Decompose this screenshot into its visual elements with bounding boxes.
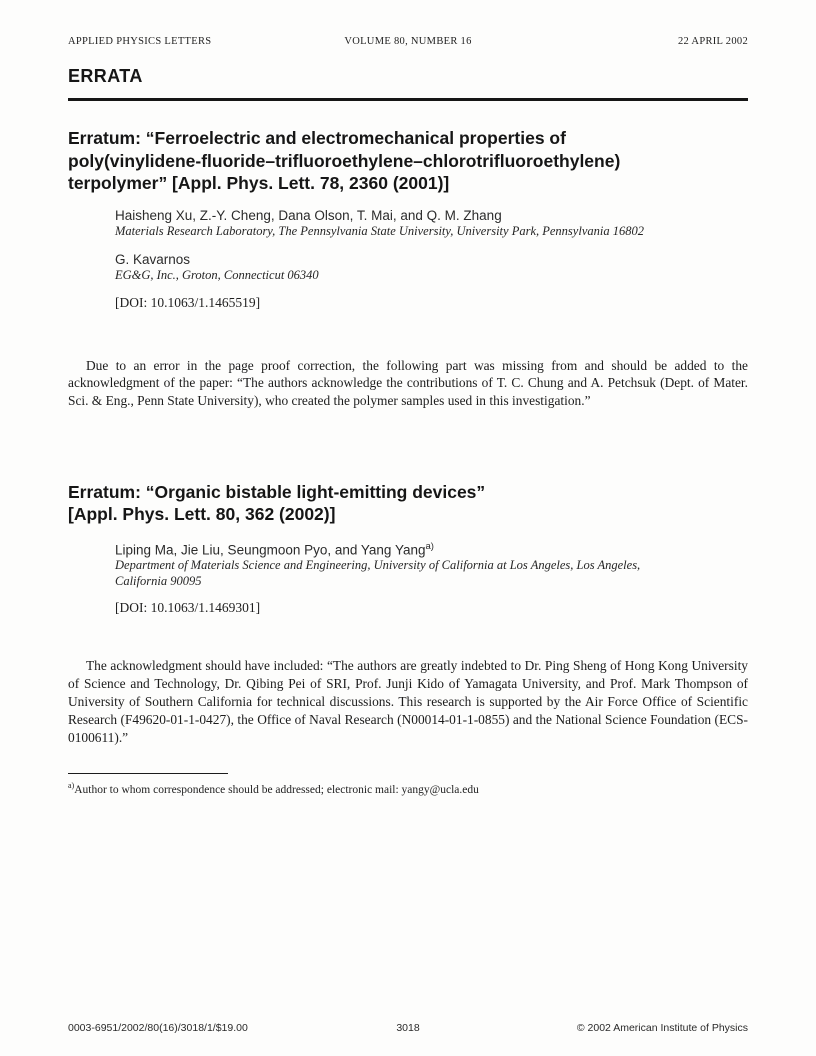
author-names-text: Liping Ma, Jie Liu, Seungmoon Pyo, and Yang Yang <box>115 542 426 558</box>
erratum-article-2 <box>68 481 748 746</box>
page-footer <box>68 1022 748 1034</box>
article-2-title-line-2: [Appl. Phys. Lett. 80, 362 (2002)] <box>68 504 336 525</box>
author-affiliation: EG&G, Inc., Groton, Connecticut 06340 <box>115 268 319 282</box>
section-heading-errata: ERRATA <box>68 66 143 86</box>
author-affiliation: Department of Materials Science and Engineering, University of California at Los Angeles, Los Angeles, California 90095 <box>115 558 641 588</box>
author-group <box>115 539 685 590</box>
author-group <box>115 252 685 284</box>
footnote <box>68 781 748 796</box>
article-1-title-line-2: poly(vinylidene-fluoride–trifluoroethylene–chlorotrifluoroethylene) <box>68 150 621 171</box>
author-names: Haisheng Xu, Z.-Y. Cheng, Dana Olson, T. Mai, and Q. M. Zhang <box>115 207 502 223</box>
running-header <box>68 36 748 47</box>
author-group <box>115 208 685 240</box>
footnote-marker: a) <box>68 781 75 791</box>
erratum-article-1 <box>68 127 748 410</box>
article-1-title-line-3: terpolymer” [Appl. Phys. Lett. 78, 2360 (2001)] <box>68 173 450 193</box>
corresponding-author-marker: a) <box>425 540 434 552</box>
author-affiliation: Materials Research Laboratory, The Pennsylvania State University, University Park, Pennsylvania 16802 <box>115 223 644 238</box>
footnote-rule <box>68 773 228 774</box>
article-2-doi: [DOI: 10.1063/1.1469301] <box>115 600 261 616</box>
article-2-title-line-1: Erratum: “Organic bistable light-emitting devices” <box>68 481 486 502</box>
article-1-author-block <box>115 208 685 311</box>
author-names: G. Kavarnos <box>115 252 191 267</box>
footnote-block <box>68 773 748 796</box>
footer-issn-price: 0003-6951/2002/80(16)/3018/1/$19.00 <box>68 1022 248 1034</box>
issue-date: 22 APRIL 2002 <box>677 36 749 47</box>
article-1-doi: [DOI: 10.1063/1.1465519] <box>115 294 261 310</box>
volume-issue: VOLUME 80, NUMBER 16 <box>344 36 472 47</box>
article-2-body: The acknowledgment should have included: “The authors are greatly indebted to Dr. Ping Sheng of Hong Kong University of Science and Technology, Dr. Qibing Pei of SRI, Prof. Junji Kido of Yamagata University, and Prof. Mark Thompson of University of Southern California for technical discussions. This research is supported by the Air Force Office of Scientific Research (F49620-01-1-0427), the Office of Naval Research (N00014-01-1-0855) and the National Science Foundation (ECS-0100611).” <box>68 658 748 745</box>
article-2-author-block <box>115 539 685 617</box>
page-number: 3018 <box>396 1022 420 1034</box>
article-1-title <box>68 127 748 195</box>
author-names <box>115 539 685 559</box>
journal-name: APPLIED PHYSICS LETTERS <box>68 36 212 47</box>
footnote-text: Author to whom correspondence should be addressed; electronic mail: yangy@ucla.edu <box>74 784 479 797</box>
article-1-body: Due to an error in the page proof correction, the following part was missing from and should be added to the acknowledgment of the paper: “The authors acknowledge the contributions of T. C. Chung and A. Petchsuk (Dept. of Mater. Sci. & Eng., Penn State University), who created the polymer samples used in this investigation.” <box>68 357 748 409</box>
section-divider-rule <box>68 98 748 101</box>
article-2-title <box>68 481 748 526</box>
copyright-notice: © 2002 American Institute of Physics <box>576 1022 749 1034</box>
article-1-title-line-1: Erratum: “Ferroelectric and electromechanical properties of <box>68 128 566 148</box>
